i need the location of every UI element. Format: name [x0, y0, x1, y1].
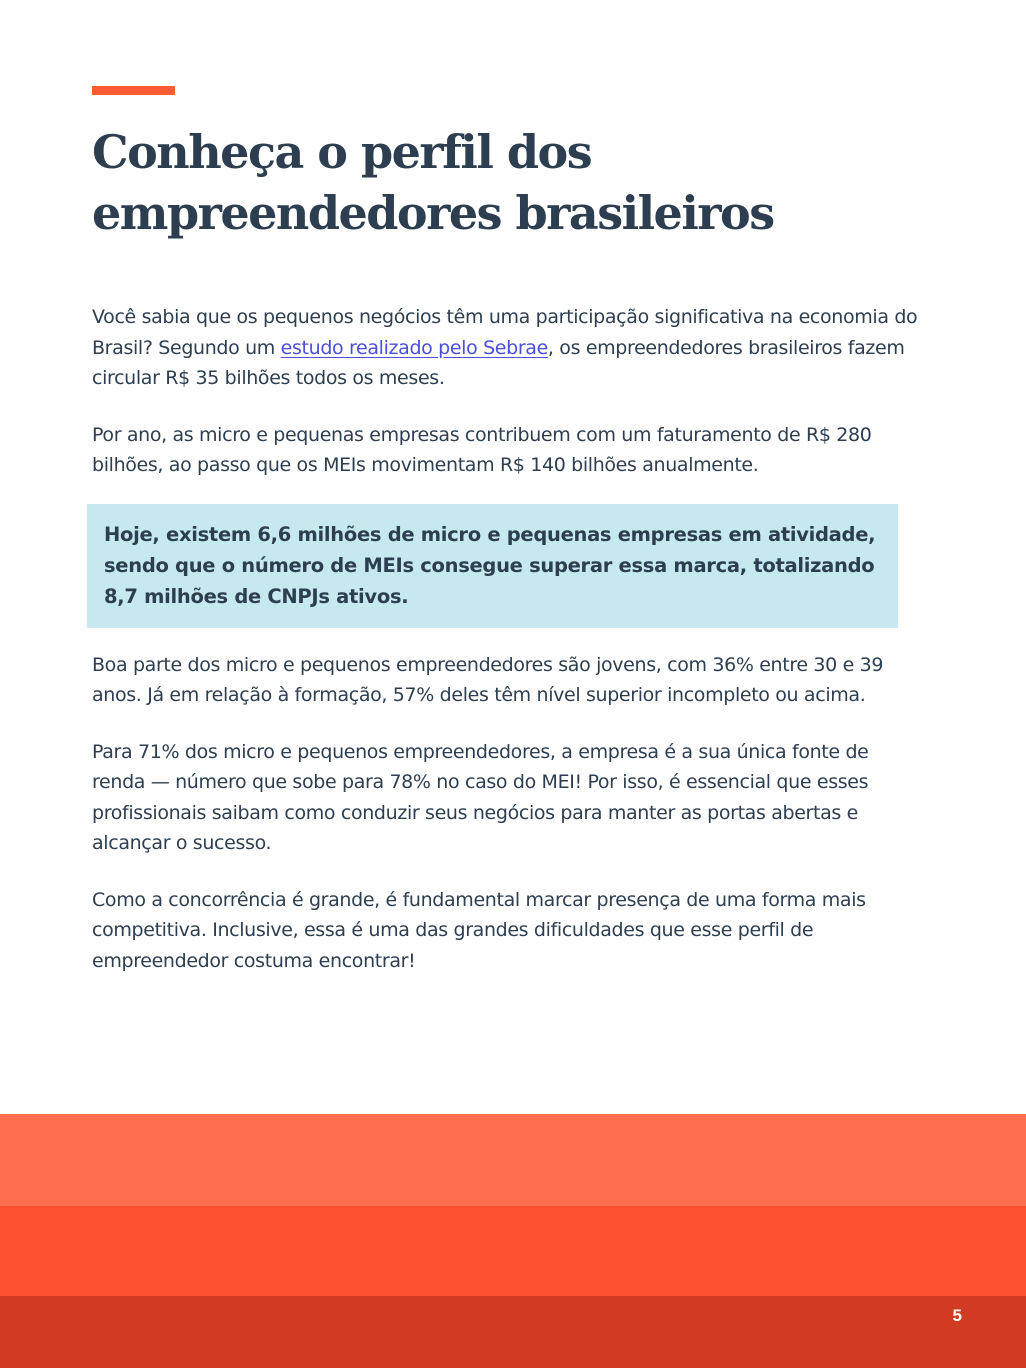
page-title-line-2: empreendedores brasileiros	[92, 186, 774, 240]
sebrae-study-link[interactable]: estudo realizado pelo Sebrae	[280, 336, 548, 359]
footer-band-mid	[0, 1206, 1026, 1296]
paragraph-1-text-before: Você sabia que os pequenos negócios têm uma participação significativa na economia do Brasil? Segundo um	[92, 306, 918, 359]
paragraph-5: Como a concorrência é grande, é fundamental marcar presença de uma forma mais competitiva. Inclusive, essa é uma das grandes dificuldades que esse perfil de empreendedor costuma encontrar!	[92, 888, 866, 972]
footer-band-dark	[0, 1296, 1026, 1368]
highlight-callout: Hoje, existem 6,6 milhões de micro e pequenas empresas em atividade, sendo que o número de MEIs consegue superar essa marca, totalizando 8,7 milhões de CNPJs ativos.	[87, 504, 898, 628]
footer-band-light	[0, 1114, 1026, 1206]
page-number: 5	[952, 1306, 962, 1325]
paragraph-2: Por ano, as micro e pequenas empresas contribuem com um faturamento de R$ 280 bilhões, ao passo que os MEIs movimentam R$ 140 bilhões anualmente.	[92, 423, 872, 476]
paragraph-4: Para 71% dos micro e pequenos empreendedores, a empresa é a sua única fonte de renda — número que sobe para 78% no caso do MEI! Por isso, é essencial que esses profissionais saibam como conduzir seus negócios para manter as portas abertas e alcançar o sucesso.	[92, 740, 869, 854]
paragraph-1	[92, 302, 920, 394]
paragraph-1-text-after: , os empreendedores brasileiros fazem circular R$ 35 bilhões todos os meses.	[92, 336, 905, 389]
page-title-line-1: Conheça o perfil dos	[92, 125, 592, 179]
page-title	[92, 122, 892, 244]
paragraph-3: Boa parte dos micro e pequenos empreendedores são jovens, com 36% entre 30 e 39 anos. Já em relação à formação, 57% deles têm nível superior incompleto ou acima.	[92, 653, 884, 706]
accent-bar	[92, 86, 175, 95]
article-body	[92, 302, 920, 1002]
